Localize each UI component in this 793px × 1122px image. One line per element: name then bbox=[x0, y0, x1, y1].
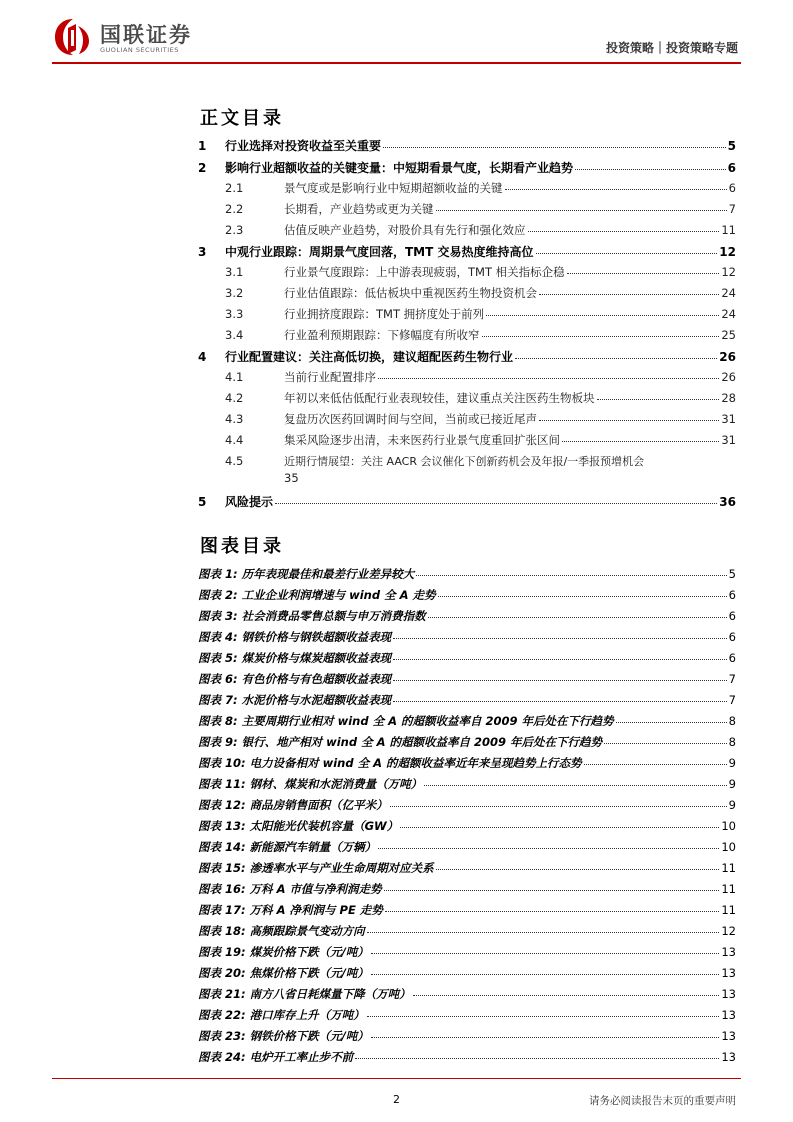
figure-item[interactable] bbox=[198, 713, 736, 729]
toc-leader-dots bbox=[413, 995, 720, 996]
toc-item-number: 2.1 bbox=[225, 181, 244, 195]
figure-item[interactable] bbox=[198, 1007, 736, 1023]
toc-item[interactable] bbox=[198, 243, 736, 260]
figure-item[interactable] bbox=[198, 797, 736, 813]
toc-item-page: 5 bbox=[727, 139, 736, 153]
toc-leader-dots bbox=[378, 378, 719, 379]
toc-leader-dots bbox=[424, 785, 727, 786]
figure-item-label: 图表 6: bbox=[198, 672, 238, 686]
toc-leader-dots bbox=[567, 273, 720, 274]
toc-leader-dots bbox=[436, 869, 720, 870]
toc-leader-dots bbox=[400, 827, 719, 828]
toc-leader-dots bbox=[539, 420, 719, 421]
toc-leader-dots bbox=[438, 596, 727, 597]
toc-item-text: 估值反映产业趋势，对股价具有先行和强化效应 bbox=[284, 223, 526, 237]
figure-item-label: 图表 7: bbox=[198, 693, 238, 707]
figure-item-label: 图表 11: bbox=[198, 777, 246, 791]
toc-item-text: 行业拥挤度跟踪：TMT 拥挤度处于前列 bbox=[284, 307, 485, 321]
figure-item[interactable] bbox=[198, 902, 736, 918]
figure-item-text: 有色价格与有色超额收益表现 bbox=[241, 672, 392, 686]
logo-mark-icon bbox=[52, 16, 94, 58]
toc-leader-dots bbox=[371, 1037, 720, 1038]
report-category: 投资策略｜投资策略专题 bbox=[605, 41, 738, 55]
figure-item[interactable] bbox=[198, 839, 736, 855]
toc-leader-dots bbox=[393, 638, 727, 639]
toc-item-text: 当前行业配置排序 bbox=[284, 370, 376, 384]
figure-item-label: 图表 21: bbox=[198, 987, 246, 1001]
toc-item-number: 3 bbox=[198, 245, 207, 259]
figure-item-label: 图表 12: bbox=[198, 798, 246, 812]
figure-item-text: 商品房销售面积（亿平米） bbox=[249, 798, 388, 812]
toc-leader-dots bbox=[562, 441, 719, 442]
figure-item-label: 图表 24: bbox=[198, 1050, 246, 1064]
figure-item-page: 13 bbox=[721, 1050, 736, 1064]
figure-item-page: 13 bbox=[721, 1029, 736, 1043]
toc-leader-dots bbox=[393, 701, 727, 702]
toc-leader-dots bbox=[515, 358, 717, 359]
toc-leader-dots bbox=[539, 294, 719, 295]
toc-item-text: 行业盈利预期跟踪：下修幅度有所收窄 bbox=[284, 328, 480, 342]
figure-item-text: 钢材、煤炭和水泥消费量（万吨） bbox=[249, 777, 423, 791]
toc-item-number: 3.3 bbox=[225, 307, 244, 321]
toc-item[interactable] bbox=[198, 411, 736, 427]
figure-item-label: 图表 22: bbox=[198, 1008, 246, 1022]
figure-item-label: 图表 16: bbox=[198, 882, 246, 896]
toc-item[interactable] bbox=[198, 493, 736, 510]
figure-item[interactable] bbox=[198, 965, 736, 981]
toc-leader-dots bbox=[528, 231, 720, 232]
figure-item-label: 图表 15: bbox=[198, 861, 246, 875]
figure-item-label: 图表 1: bbox=[198, 567, 238, 581]
toc-item-page: 7 bbox=[728, 202, 736, 216]
figure-item[interactable] bbox=[198, 650, 736, 666]
figure-item-label: 图表 2: bbox=[198, 588, 238, 602]
figure-item-page: 13 bbox=[721, 1008, 736, 1022]
footer-divider bbox=[52, 1078, 741, 1079]
figure-item-text: 煤炭价格与煤炭超额收益表现 bbox=[241, 651, 392, 665]
figure-item[interactable] bbox=[198, 692, 736, 708]
figure-item-page: 12 bbox=[721, 924, 736, 938]
figure-item-text: 电炉开工率止步不前 bbox=[249, 1050, 354, 1064]
toc-item-number: 2 bbox=[198, 161, 207, 175]
toc-leader-dots bbox=[604, 743, 727, 744]
figure-item[interactable] bbox=[198, 944, 736, 960]
figure-item[interactable] bbox=[198, 881, 736, 897]
logo-name: 国联证券 bbox=[100, 23, 192, 47]
toc-leader-dots bbox=[393, 680, 727, 681]
toc-item-number: 3.2 bbox=[225, 286, 244, 300]
toc-leader-dots bbox=[575, 169, 726, 170]
figure-item-label: 图表 20: bbox=[198, 966, 246, 980]
toc-item-number: 4 bbox=[198, 350, 207, 364]
toc-item-text: 长期看，产业趋势或更为关键 bbox=[284, 202, 434, 216]
figure-item-label: 图表 13: bbox=[198, 819, 246, 833]
figure-item-label: 图表 19: bbox=[198, 945, 246, 959]
toc-item-page: 31 bbox=[721, 433, 736, 447]
figure-item-text: 万科 A 市值与净利润走势 bbox=[249, 882, 382, 896]
figure-item-page: 5 bbox=[728, 567, 736, 581]
toc-leader-dots bbox=[390, 806, 727, 807]
toc-item-number: 5 bbox=[198, 495, 207, 509]
toc-item[interactable] bbox=[198, 159, 736, 176]
figure-item-text: 煤炭价格下跌（元/吨） bbox=[249, 945, 369, 959]
toc-item-page: 25 bbox=[721, 328, 736, 342]
toc-leader-dots bbox=[584, 764, 727, 765]
toc-item-page: 35 bbox=[284, 471, 299, 485]
figure-item[interactable] bbox=[198, 818, 736, 834]
figure-item[interactable] bbox=[198, 986, 736, 1002]
toc-item-number: 4.3 bbox=[225, 412, 244, 426]
toc-item[interactable] bbox=[198, 306, 736, 322]
figure-item-page: 6 bbox=[728, 588, 736, 602]
figure-item[interactable] bbox=[198, 734, 736, 750]
toc-item[interactable] bbox=[198, 453, 644, 469]
figure-item-page: 10 bbox=[721, 840, 736, 854]
toc-item-text: 行业估值跟踪：低估板块中重视医药生物投资机会 bbox=[284, 286, 537, 300]
toc-leader-dots bbox=[482, 336, 720, 337]
toc-leader-dots bbox=[355, 1058, 719, 1059]
figure-item[interactable] bbox=[198, 629, 736, 645]
figure-item-text: 南方八省日耗煤量下降（万吨） bbox=[249, 987, 411, 1001]
figure-item-label: 图表 9: bbox=[198, 735, 238, 749]
figure-item-label: 图表 3: bbox=[198, 609, 238, 623]
toc-item-page: 26 bbox=[719, 350, 736, 364]
toc-item-number: 2.2 bbox=[225, 202, 244, 216]
figure-item-page: 8 bbox=[728, 735, 736, 749]
toc-item-text: 风险提示 bbox=[225, 495, 274, 509]
figure-item[interactable] bbox=[198, 587, 736, 603]
toc-item-page: 31 bbox=[721, 412, 736, 426]
figure-item-page: 13 bbox=[721, 945, 736, 959]
toc-leader-dots bbox=[367, 1016, 720, 1017]
toc-item-number: 4.1 bbox=[225, 370, 244, 384]
toc-leader-dots bbox=[384, 890, 720, 891]
logo-english: GUOLIAN SECURITIES bbox=[100, 46, 179, 54]
figure-item-label: 图表 4: bbox=[198, 630, 238, 644]
figure-item-text: 钢铁价格与钢铁超额收益表现 bbox=[241, 630, 392, 644]
toc-leader-dots bbox=[486, 315, 719, 316]
toc-item-page: 6 bbox=[728, 181, 736, 195]
figure-item[interactable] bbox=[198, 608, 736, 624]
toc-leader-dots bbox=[385, 911, 720, 912]
figure-item-page: 7 bbox=[728, 693, 736, 707]
toc-item[interactable] bbox=[198, 390, 736, 406]
figure-item[interactable] bbox=[198, 1049, 736, 1065]
toc-item[interactable] bbox=[198, 432, 736, 448]
figure-item[interactable] bbox=[198, 755, 736, 771]
toc-item-number: 4.5 bbox=[225, 454, 244, 468]
figure-item[interactable] bbox=[198, 923, 736, 939]
figure-item[interactable] bbox=[198, 566, 736, 582]
header-divider bbox=[52, 62, 741, 64]
figure-item-text: 社会消费品零售总额与申万消费指数 bbox=[241, 609, 426, 623]
figure-item-label: 图表 17: bbox=[198, 903, 246, 917]
figure-item-page: 13 bbox=[721, 987, 736, 1001]
figures-title: 图表目录 bbox=[200, 536, 284, 557]
figure-item-page: 8 bbox=[728, 714, 736, 728]
toc-leader-dots bbox=[367, 932, 720, 933]
toc-item-page: 28 bbox=[721, 391, 736, 405]
figure-item-text: 历年表现最佳和最差行业差异较大 bbox=[241, 567, 415, 581]
toc-leader-dots bbox=[436, 210, 727, 211]
figure-item-label: 图表 10: bbox=[198, 756, 246, 770]
figure-item-label: 图表 18: bbox=[198, 924, 246, 938]
toc-item-page: 26 bbox=[721, 370, 736, 384]
toc-leader-dots bbox=[616, 722, 727, 723]
figure-item[interactable] bbox=[198, 860, 736, 876]
footer-disclaimer: 请务必阅读报告末页的重要声明 bbox=[589, 1095, 736, 1107]
figure-item-page: 9 bbox=[728, 798, 736, 812]
figure-item-text: 太阳能光伏装机容量（GW） bbox=[249, 819, 399, 833]
figure-item-page: 11 bbox=[721, 903, 736, 917]
toc-item[interactable] bbox=[198, 327, 736, 343]
toc-item-number: 3.4 bbox=[225, 328, 244, 342]
toc-item-page: 11 bbox=[721, 223, 736, 237]
toc-leader-dots bbox=[371, 974, 720, 975]
toc-item-text: 行业选择对投资收益至关重要 bbox=[225, 139, 382, 153]
toc-item-number: 3.1 bbox=[225, 265, 244, 279]
toc-item-text: 近期行情展望：关注 AACR 会议催化下创新药机会及年报/一季报预增机会 bbox=[284, 455, 645, 468]
figure-item[interactable] bbox=[198, 1028, 736, 1044]
toc-item-page: 24 bbox=[721, 307, 736, 321]
toc-item[interactable] bbox=[198, 201, 736, 217]
toc-item-number: 2.3 bbox=[225, 223, 244, 237]
figure-item-text: 焦煤价格下跌（元/吨） bbox=[249, 966, 369, 980]
figure-item-label: 图表 8: bbox=[198, 714, 238, 728]
toc-item[interactable] bbox=[198, 222, 736, 238]
figure-item-label: 图表 5: bbox=[198, 651, 238, 665]
figure-item[interactable] bbox=[198, 671, 736, 687]
toc-item-text: 影响行业超额收益的关键变量：中短期看景气度，长期看产业趋势 bbox=[225, 161, 574, 175]
toc-item-text: 年初以来低估低配行业表现较佳，建议重点关注医药生物板块 bbox=[284, 391, 595, 405]
figure-item-text: 港口库存上升（万吨） bbox=[249, 1008, 365, 1022]
company-logo bbox=[52, 16, 232, 60]
figure-item-text: 银行、地产相对 wind 全 A 的超额收益率自 2009 年后处在下行趋势 bbox=[241, 735, 603, 749]
toc-item-number: 1 bbox=[198, 139, 207, 153]
figure-item-page: 7 bbox=[728, 672, 736, 686]
toc-leader-dots bbox=[371, 953, 720, 954]
toc-item[interactable] bbox=[198, 264, 736, 280]
toc-item-page: 12 bbox=[721, 265, 736, 279]
toc-leader-dots bbox=[416, 575, 727, 576]
figure-item-text: 电力设备相对 wind 全 A 的超额收益率近年来呈现趋势上行态势 bbox=[249, 756, 582, 770]
figure-item-page: 6 bbox=[728, 651, 736, 665]
toc-item-text: 景气度或是影响行业中短期超额收益的关键 bbox=[284, 181, 503, 195]
toc-leader-dots bbox=[505, 189, 727, 190]
toc-item-text: 行业配置建议：关注高低切换，建议超配医药生物行业 bbox=[225, 350, 514, 364]
toc-item[interactable] bbox=[198, 369, 736, 385]
toc-leader-dots bbox=[536, 253, 718, 254]
toc-item[interactable] bbox=[198, 285, 736, 301]
toc-leader-dots bbox=[378, 848, 719, 849]
toc-title: 正文目录 bbox=[200, 108, 284, 129]
toc-leader-dots bbox=[597, 399, 720, 400]
toc-leader-dots bbox=[383, 147, 726, 148]
toc-item[interactable] bbox=[198, 137, 736, 154]
figure-item-text: 高频跟踪景气变动方向 bbox=[249, 924, 365, 938]
toc-item-page: 6 bbox=[727, 161, 736, 175]
toc-item-text: 行业景气度跟踪：上中游表现疲弱，TMT 相关指标企稳 bbox=[284, 265, 565, 279]
figure-item-text: 钢铁价格下跌（元/吨） bbox=[249, 1029, 369, 1043]
figure-item-page: 11 bbox=[721, 882, 736, 896]
toc-leader-dots bbox=[393, 659, 727, 660]
figure-item-label: 图表 23: bbox=[198, 1029, 246, 1043]
figure-item-page: 9 bbox=[728, 756, 736, 770]
toc-item-page: 24 bbox=[721, 286, 736, 300]
toc-item[interactable] bbox=[198, 180, 736, 196]
figure-item-page: 11 bbox=[721, 861, 736, 875]
figure-item-page: 9 bbox=[728, 777, 736, 791]
figure-item-text: 主要周期行业相对 wind 全 A 的超额收益率自 2009 年后处在下行趋势 bbox=[241, 714, 614, 728]
figure-item-page: 6 bbox=[728, 630, 736, 644]
toc-leader-dots bbox=[275, 503, 717, 504]
figure-item-text: 新能源汽车销量（万辆） bbox=[249, 840, 377, 854]
figure-item-page: 13 bbox=[721, 966, 736, 980]
toc-item-number: 4.2 bbox=[225, 391, 244, 405]
figure-item-text: 水泥价格与水泥超额收益表现 bbox=[241, 693, 392, 707]
toc-leader-dots bbox=[428, 617, 727, 618]
figure-item[interactable] bbox=[198, 776, 736, 792]
toc-item-page: 36 bbox=[719, 495, 736, 509]
page-number: 2 bbox=[393, 1093, 400, 1106]
figure-item-page: 10 bbox=[721, 819, 736, 833]
toc-item-number: 4.4 bbox=[225, 433, 244, 447]
figure-item-label: 图表 14: bbox=[198, 840, 246, 854]
figure-item-text: 渗透率水平与产业生命周期对应关系 bbox=[249, 861, 434, 875]
toc-item-text: 中观行业跟踪：周期景气度回落，TMT 交易热度维持高位 bbox=[225, 245, 534, 259]
figure-item-page: 6 bbox=[728, 609, 736, 623]
figure-item-text: 工业企业利润增速与 wind 全 A 走势 bbox=[241, 588, 436, 602]
figure-item-text: 万科 A 净利润与 PE 走势 bbox=[249, 903, 383, 917]
toc-item-text: 复盘历次医药回调时间与空间，当前或已接近尾声 bbox=[284, 412, 537, 426]
toc-item[interactable] bbox=[198, 348, 736, 365]
toc-item-page: 12 bbox=[719, 245, 736, 259]
toc-item-text: 集采风险逐步出清，未来医药行业景气度重回扩张区间 bbox=[284, 433, 560, 447]
